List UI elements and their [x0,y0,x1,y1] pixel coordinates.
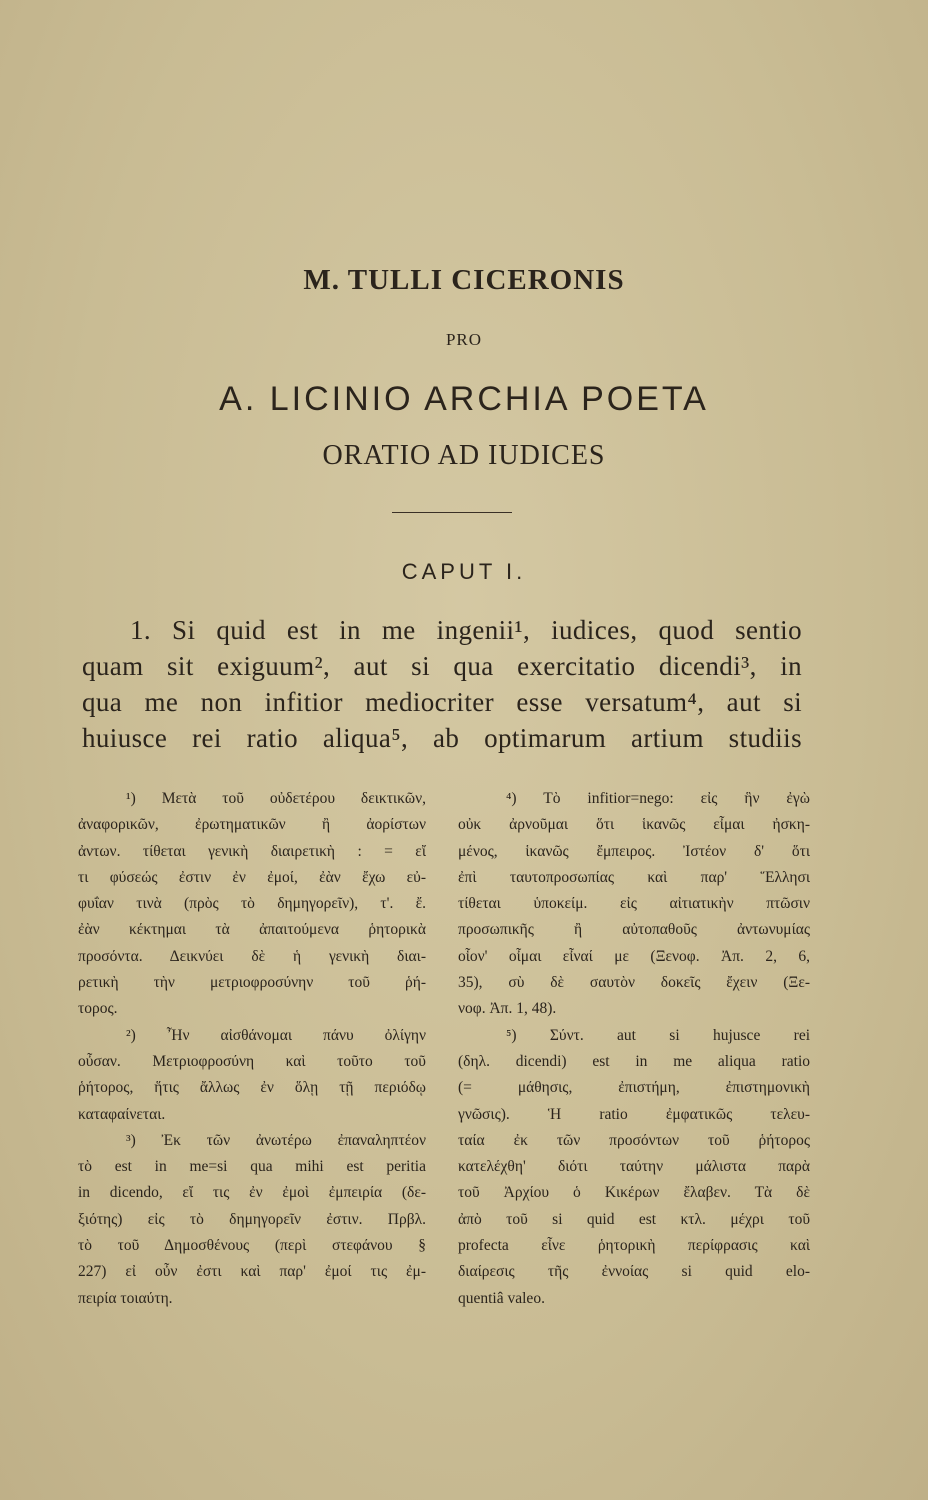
footnote-line: ἀναφορικῶν, ἐρωτηματικῶν ἢ ἀορίστων [78,816,426,834]
footnote-line: ρετικὴ τὴν μετριοφροσύνην τοῦ ῥή- [78,974,426,992]
footnote-line: τορος. [78,1000,118,1018]
oratio-title: ORATIO AD IUDICES [322,440,606,471]
footnote-line: καταφαίνεται. [78,1105,166,1123]
main-line: 1. Si quid est in me ingenii¹, iudices, quod sentio [130,615,802,645]
footnote-line: (= μάθησις, ἐπιστήμη, ἐπιστημονικὴ [458,1079,810,1097]
footnote-line: τίθεται ὑποκείμ. εἰς αἰτιατικὴν πτῶσιν [458,895,810,913]
title-divider [392,512,512,513]
footnote-line: ταία ἐκ τῶν προσόντων τοῦ ῥήτορος [458,1131,810,1149]
footnote-line: τοῦ Ἀρχίου ὁ Κικέρων ἔλαβεν. Τὰ δὲ [458,1184,810,1202]
footnote-line: διαίρεσις τῆς ἐννοίας si quid elo- [458,1263,810,1281]
chapter-heading: CAPUT I. [401,559,527,584]
footnote-line: ²) Ἦν αἰσθάνομαι πάνυ ὀλίγην [126,1026,426,1044]
footnote-line: in dicendo, εἴ τις ἐν ἐμοὶ ἐμπειρία (δε- [78,1184,426,1202]
footnote-line: γνῶσις). Ἡ ratio ἐμφατικῶς τελευ- [458,1105,810,1123]
footnote-line: οὖσαν. Μετριοφροσύνη καὶ τοῦτο τοῦ [78,1052,426,1070]
footnotes-left-column [78,786,426,1312]
footnote-line: πειρία τοιαύτη. [78,1289,173,1307]
footnote-line: ³) Ἐκ τῶν ἀνωτέρω ἐπαναληπτέον [126,1131,426,1149]
footnote-line: τὸ τοῦ Δημοσθένους (περὶ στεφάνου § [78,1237,426,1255]
footnote-line: προσόντα. Δεικνύει δὲ ἡ γενικὴ διαι- [78,947,426,965]
footnote-line: ἀπὸ τοῦ si quid est κτλ. μέχρι τοῦ [458,1210,810,1228]
work-subject: A. LICINIO ARCHIA POETA [219,380,709,418]
footnote-line: ἀντων. τίθεται γενικὴ διαιρετικὴ : = εἴ [78,842,426,860]
pro-label: PRO [445,330,483,349]
footnote-line: νοφ. Ἀπ. 1, 48). [458,1000,557,1018]
footnote-line: 35), σὺ δὲ σαυτὸν δοκεῖς ἔχειν (Ξε- [458,974,810,992]
main-line: huiusce rei ratio aliqua⁵, ab optimarum artium studiis [82,723,802,753]
footnote-line: ⁴) Τὸ infitior=nego: εἰς ἣν ἐγὼ [506,790,810,807]
footnote-line: οὐκ ἀρνοῦμαι ὅτι ἱκανῶς εἶμαι ἠσκη- [458,816,810,834]
footnote-line: οἷον' οἶμαι εἶναί με (Ξενοφ. Ἀπ. 2, 6, [458,947,810,965]
footnote-line: profecta εἶνε ῥητορικὴ περίφρασις καὶ [458,1237,810,1255]
footnote-line: τι φύσεώς ἐστιν ἐν ἐμοί, ἐὰν ἔχω εὐ- [78,868,426,886]
footnote-line: quentiâ valeo. [458,1289,545,1307]
footnote-line: ⁵) Σύντ. aut si hujusce rei [506,1026,810,1044]
main-line: quam sit exiguum², aut si qua exercitatio dicendi³, in [82,651,802,681]
footnote-line: κατελέχθη' διότι ταύτην μάλιστα παρὰ [458,1158,810,1176]
main-latin-text [82,612,802,756]
footnote-line: μένος, ἱκανῶς ἔμπειρος. Ἰστέον δ' ὅτι [458,842,810,860]
footnotes-right-column [458,786,810,1312]
footnote-line: φυΐαν τινὰ (πρὸς τὸ δημηγορεῖν), τ'. ἔ. [78,895,426,913]
footnote-line: ῥήτορος, ἥτις ἄλλως ἐν ὅλῃ τῇ περιόδῳ [78,1079,426,1097]
footnote-line: τὸ est in me=si qua mihi est peritia [78,1158,426,1176]
footnote-line: ἐὰν κέκτημαι τὰ ἀπαιτούμενα ῥητορικὰ [78,921,426,939]
footnote-line: (δηλ. dicendi) est in me aliqua ratio [458,1052,810,1070]
footnote-line: ξιότης) εἰς τὸ δημηγορεῖν ἐστιν. Πρβλ. [78,1210,426,1228]
main-line: qua me non infitior mediocriter esse versatum⁴, aut si [82,687,802,717]
footnote-line: 227) εἰ οὖν ἐστι καὶ παρ' ἐμοί τις ἐμ- [78,1263,426,1281]
footnote-line: ¹) Μετὰ τοῦ οὐδετέρου δεικτικῶν, [126,790,426,807]
author-title: M. TULLI CICERONIS [303,264,625,296]
footnote-line: προσωπικῆς ἢ αὐτοπαθοῦς ἀντωνυμίας [458,921,810,939]
footnote-line: ἐπὶ ταυτοπροσωπίας καὶ παρ' Ἕλλησι [458,868,810,886]
